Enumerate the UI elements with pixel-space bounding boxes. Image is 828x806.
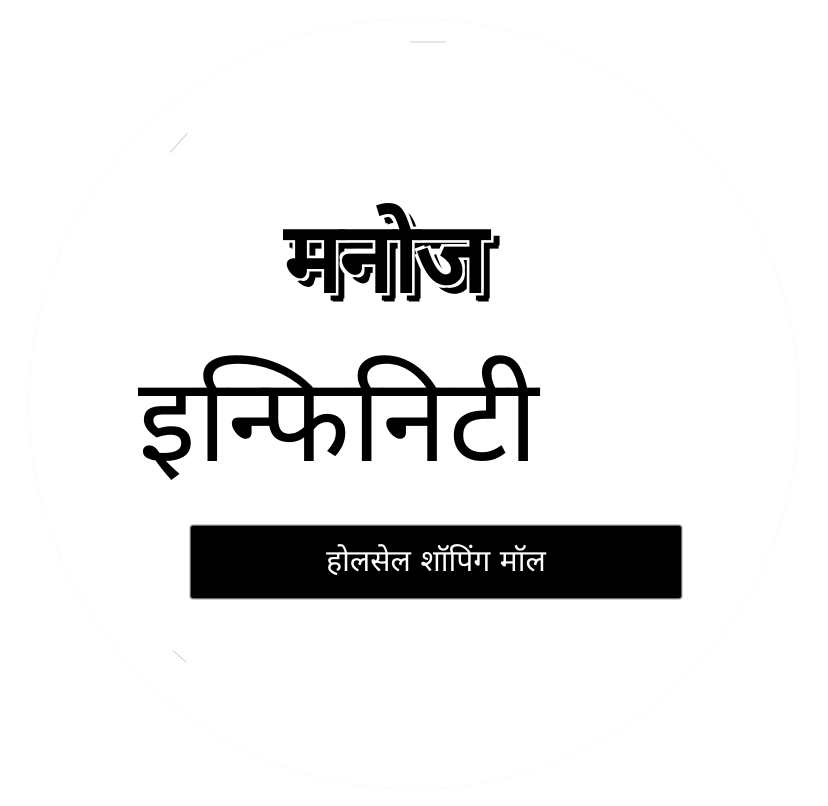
decorative-scratch: [410, 41, 446, 43]
logo-title-manoj-text: मनोज: [285, 202, 486, 314]
tagline-banner: [190, 525, 682, 599]
logo-title-manoj: [285, 193, 585, 323]
logo-title-infinity: इन्फिनिटी: [138, 351, 540, 489]
tagline-text: होलसेल शॉपिंग मॉल: [326, 544, 546, 579]
